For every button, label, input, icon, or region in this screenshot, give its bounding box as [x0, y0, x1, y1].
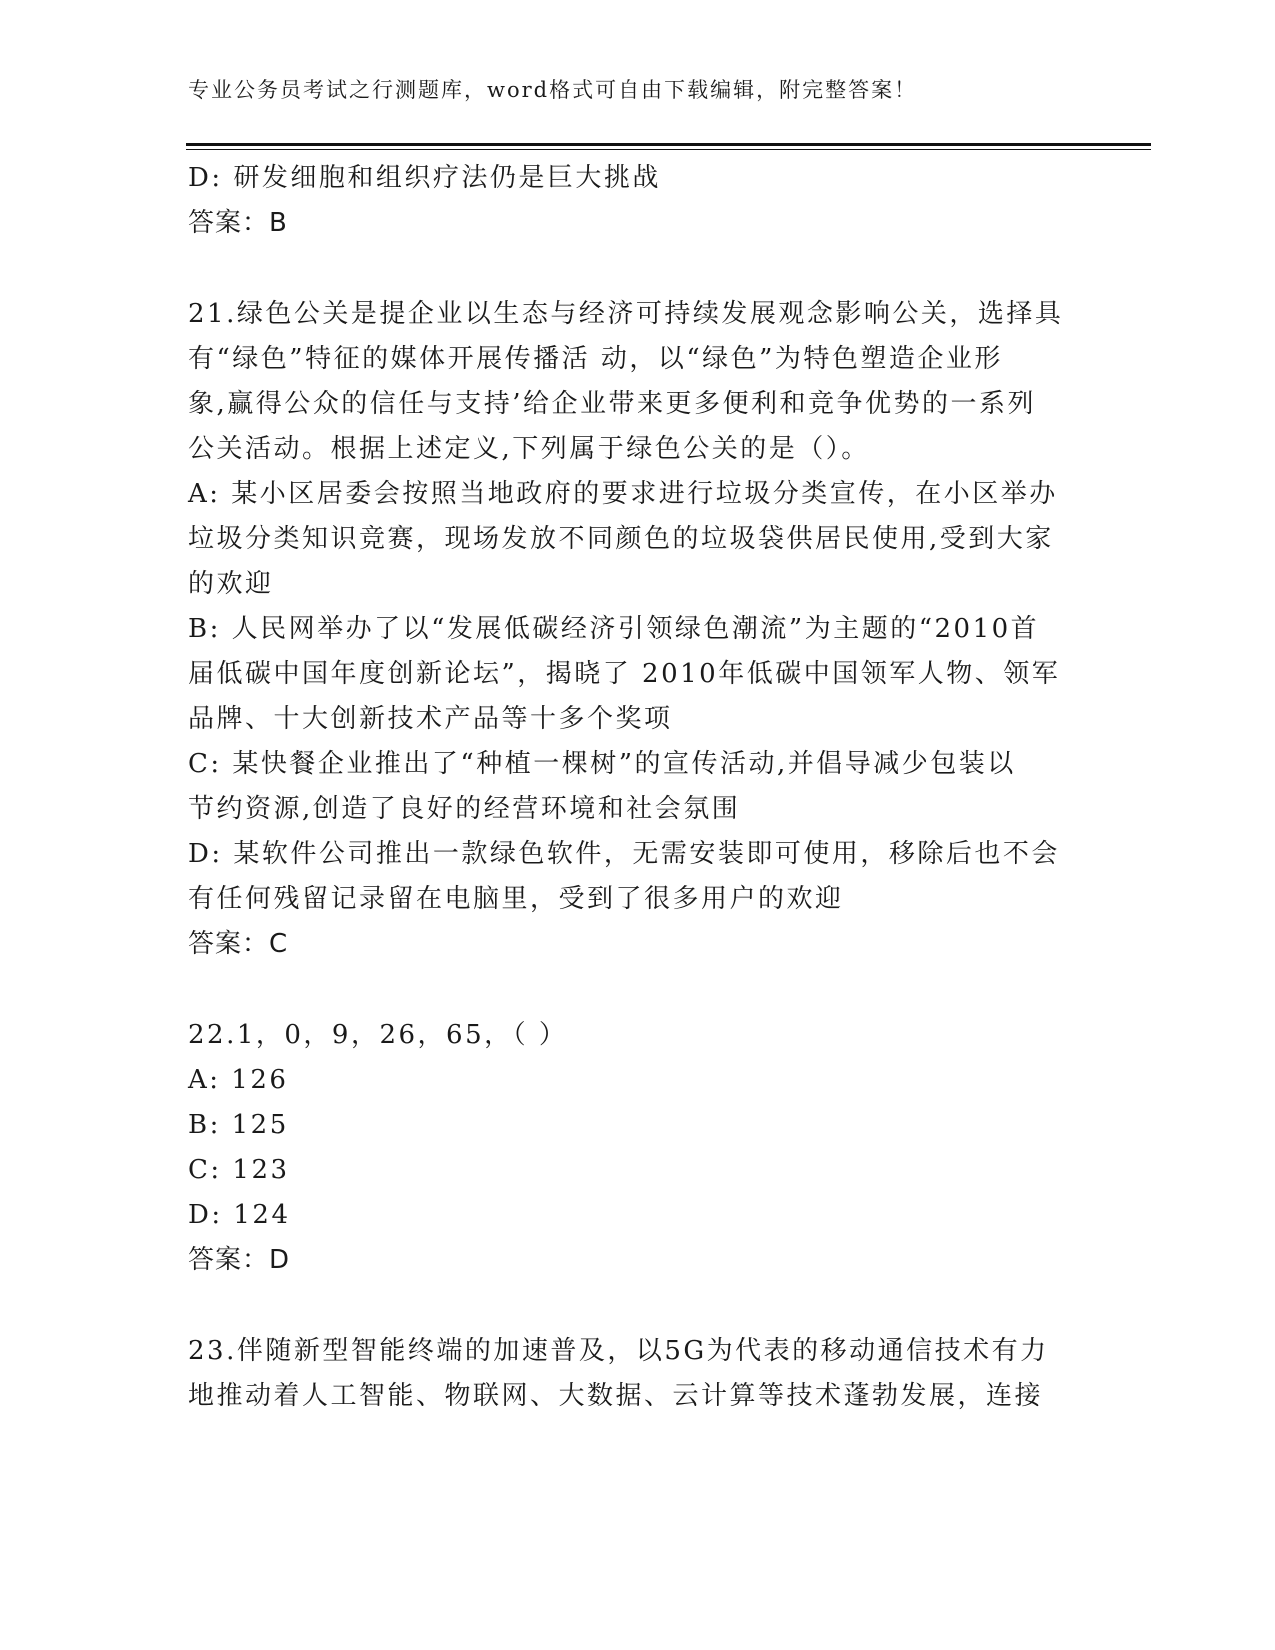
- question-content: [188, 156, 1088, 1419]
- option-b: B: 125: [188, 1110, 289, 1140]
- question-stem-line: 公关活动。根据上述定义,下列属于绿色公关的是（）。: [188, 434, 870, 464]
- header-rule-thin: [186, 149, 1151, 150]
- answer-line: 答案：C: [188, 929, 289, 959]
- option-d: D: 124: [188, 1200, 291, 1230]
- question-stem-line: 23.伴随新型智能终端的加速普及，以5G为代表的移动通信技术有力: [188, 1336, 1049, 1366]
- question-stem: 22.1，0，9，26，65，（ ）: [188, 1020, 568, 1050]
- option-d-line: D: 某软件公司推出一款绿色软件，无需安装即可使用，移除后也不会: [188, 839, 1060, 869]
- option-b-line: 届低碳中国年度创新论坛”，揭晓了 2010年低碳中国领军人物、领军: [188, 659, 1061, 689]
- option-a-line: 垃圾分类知识竞赛，现场发放不同颜色的垃圾袋供居民使用,受到大家: [188, 524, 1054, 554]
- question-20: [188, 156, 1088, 246]
- answer-line: 答案：D: [188, 1245, 291, 1275]
- option-c: C: 123: [188, 1155, 290, 1185]
- question-23: [188, 1329, 1088, 1419]
- option-a: A: 126: [188, 1065, 289, 1095]
- question-stem-line: 地推动着人工智能、物联网、大数据、云计算等技术蓬勃发展，连接: [188, 1381, 1044, 1411]
- answer-line: 答案：B: [188, 208, 288, 238]
- page-header: 专业公务员考试之行测题库，word格式可自由下载编辑，附完整答案！: [188, 78, 918, 102]
- option-d-line: 有任何残留记录留在电脑里，受到了很多用户的欢迎: [188, 884, 844, 914]
- option-a-line: A: 某小区居委会按照当地政府的要求进行垃圾分类宣传，在小区举办: [188, 479, 1058, 509]
- question-stem-line: 21.绿色公关是提企业以生态与经济可持续发展观念影响公关，选择具: [188, 299, 1064, 329]
- option-b-line: 品牌、十大创新技术产品等十多个奖项: [188, 704, 673, 734]
- option-d: D: 研发细胞和组织疗法仍是巨大挑战: [188, 163, 661, 193]
- question-stem-line: 象,赢得公众的信任与支持’给企业带来更多便利和竞争优势的一系列: [188, 389, 1037, 419]
- option-a-line: 的欢迎: [188, 569, 274, 599]
- question-stem-line: 有“绿色”特征的媒体开展传播活 动，以“绿色”为特色塑造企业形: [188, 344, 1003, 374]
- header-rule-thick: [186, 143, 1151, 146]
- option-b-line: B: 人民网举办了以“发展低碳经济引领绿色潮流”为主题的“2010首: [188, 614, 1040, 644]
- option-c-line: C: 某快餐企业推出了“种植一棵树”的宣传活动,并倡导减少包装以: [188, 749, 1016, 779]
- option-c-line: 节约资源,创造了良好的经营环境和社会氛围: [188, 794, 741, 824]
- question-21: [188, 292, 1088, 967]
- question-22: [188, 1013, 1088, 1283]
